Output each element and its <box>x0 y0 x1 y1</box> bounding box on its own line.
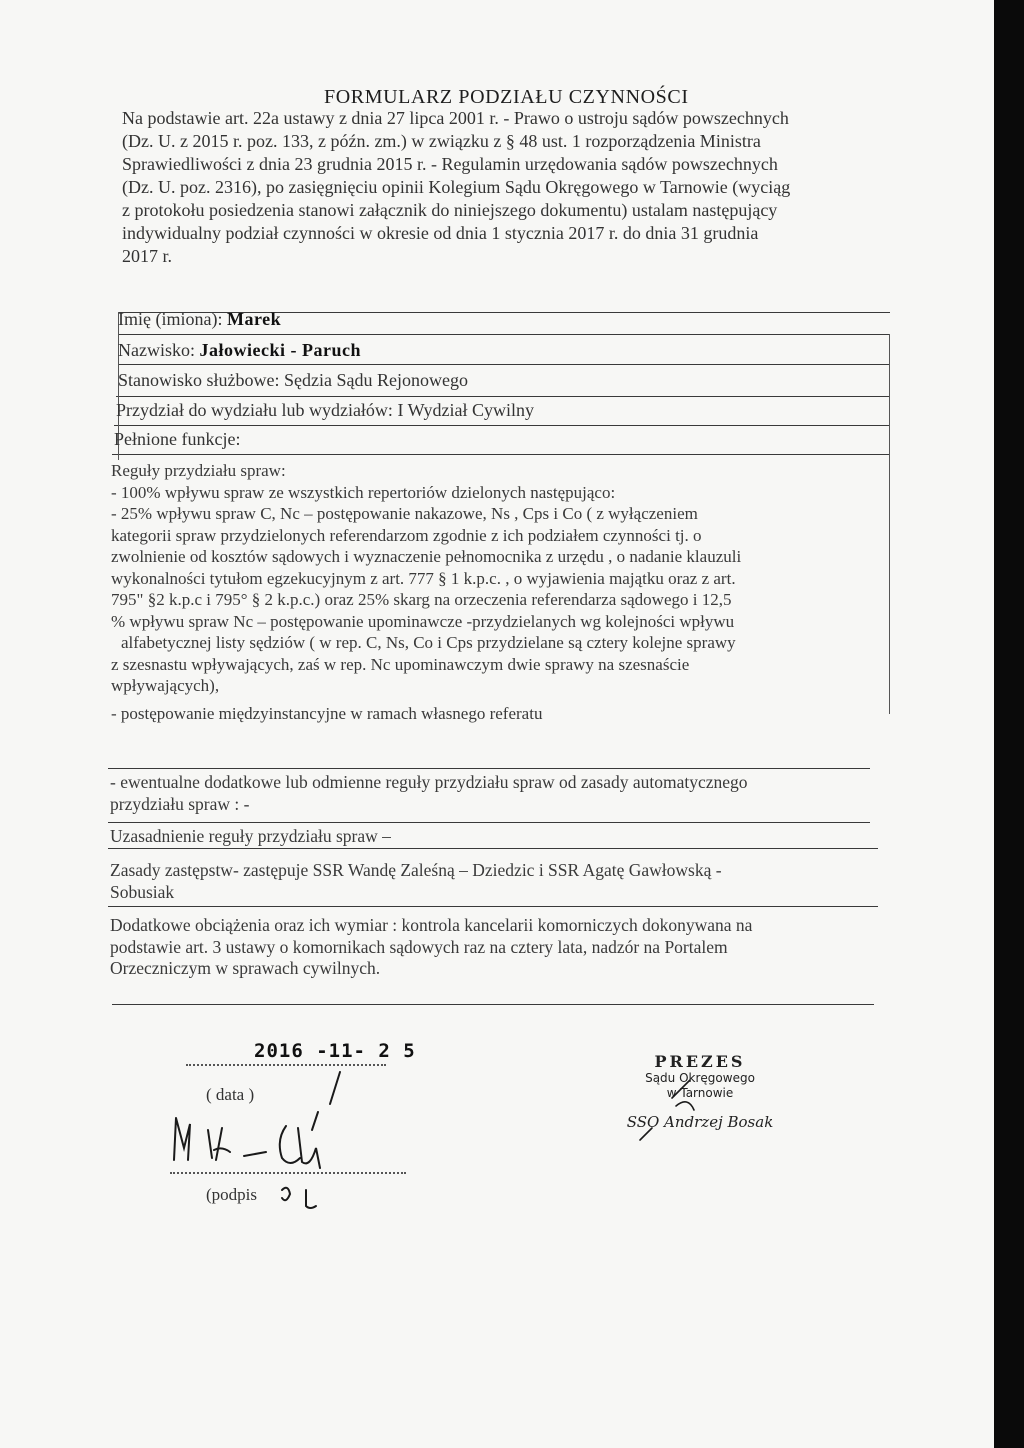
rules-line: wykonalności tytułom egzekucyjnym z art. 777 § 1 k.p.c. , o wyjawienia majątku oraz z art. <box>111 568 736 588</box>
uzasadnienie-line: Uzasadnienie reguły przydziału spraw – <box>110 826 391 846</box>
field-value: Marek <box>226 309 282 329</box>
stamp-city: w Tarnowie <box>666 1086 734 1100</box>
signature-label: (podpis <box>206 1185 257 1204</box>
rules-line: wpływających), <box>111 676 220 695</box>
rules-label: Reguły przydziału spraw: <box>111 461 286 480</box>
field-value: I Wydział Cywilny <box>397 400 535 420</box>
zastepstwa-line: Sobusiak <box>110 881 175 902</box>
obciazenia-line: podstawie art. 3 ustawy o komornikach sądowych raz na cztery lata, nadzór na Portalem <box>110 936 728 957</box>
field-label: Pełnione funkcje: <box>114 429 241 449</box>
rules-line: zwolnienie od kosztów sądowych i wyznaczenie pełnomocnika z urzędu , o nadanie klauzuli <box>111 547 742 566</box>
rules-line: - 100% wpływu spraw ze wszystkich repertoriów dzielonych następująco: <box>111 482 616 502</box>
stamp-title: PREZES <box>654 1052 746 1071</box>
rules-line: - 25% wpływu spraw C, Nc – postępowanie nakazowe, Ns , Cps i Co ( z wyłączeniem <box>111 504 698 523</box>
extra-line: przydziału spraw : - <box>110 793 250 814</box>
obciazenia-line: Orzeczniczym w sprawach cywilnych. <box>110 958 381 978</box>
intro-line: Na podstawie art. 22a ustawy z dnia 27 lipca 2001 r. - Prawo o ustroju sądów powszechnych <box>122 108 789 128</box>
field-label: Imię (imiona): <box>118 309 223 329</box>
zastepstwa-line: Zasady zastępstw- zastępuje SSR Wandę Zaleśną – Dziedzic i SSR Agatę Gawłowską - <box>110 860 722 880</box>
intro-line: (Dz. U. poz. 2316), po zasięgnięciu opinii Kolegium Sądu Okręgowego w Tarnowie (wyciąg <box>122 177 791 197</box>
intro-line: indywidualny podział czynności w okresie od dnia 1 stycznia 2017 r. do dnia 31 grudnia <box>122 223 759 243</box>
rules-line: 795" §2 k.p.c i 795° § 2 k.p.c.) oraz 25% skarg na orzeczenia referendarza sądowego i 12,5 <box>111 590 732 609</box>
obciazenia-line: Dodatkowe obciążenia oraz ich wymiar : kontrola kancelarii komorniczych dokonywana na <box>110 915 753 935</box>
intro-line: 2017 r. <box>122 246 173 266</box>
field-label: Stanowisko służbowe: <box>118 370 280 390</box>
scan-margin <box>994 0 1024 1448</box>
intro-line: Sprawiedliwości z dnia 23 grudnia 2015 r. - Regulamin urzędowania sądów powszechnych <box>122 154 778 174</box>
rules-line: kategorii spraw przydzielonych referendarzom zgodnie z ich podziałem czynności tj. o <box>111 525 702 545</box>
intro-line: z protokołu posiedzenia stanowi załącznik do niniejszego dokumentu) ustalam następujący <box>122 200 778 220</box>
rules-line: % wpływu spraw Nc – postępowanie upominawcze -przydzielanych wg kolejności wpływu <box>111 611 735 631</box>
date-stamp: 2016 -11- 2 5 <box>254 1040 416 1062</box>
field-label: Nazwisko: <box>118 340 195 360</box>
extra-line: - ewentualne dodatkowe lub odmienne reguły przydziału spraw od zasady automatycznego <box>110 772 748 792</box>
field-label: Przydział do wydziału lub wydziałów: <box>116 400 393 420</box>
rules-line: z szesnastu wpływających, zaś w rep. Nc upominawczym dwie sprawy na szesnaście <box>111 654 690 674</box>
field-value: Jałowiecki - Paruch <box>199 340 361 360</box>
intro-line: (Dz. U. z 2015 r. poz. 133, z późn. zm.) w związku z § 48 ust. 1 rozporządzenia Ministra <box>122 131 761 151</box>
rules-line: alfabetycznej listy sędziów ( w rep. C, Ns, Co i Cps przydzielane są cztery kolejne sprawy <box>121 633 736 652</box>
date-label: ( data ) <box>206 1085 255 1104</box>
form-title: FORMULARZ PODZIAŁU CZYNNOŚCI <box>324 86 689 108</box>
stamp-name: SSO Andrzej Bosak <box>626 1113 774 1131</box>
rules-line: - postępowanie międzyinstancyjne w ramach własnego referatu <box>111 703 543 723</box>
stamp-court: Sądu Okręgowego <box>645 1071 755 1085</box>
field-value: Sędzia Sądu Rejonowego <box>284 370 468 390</box>
